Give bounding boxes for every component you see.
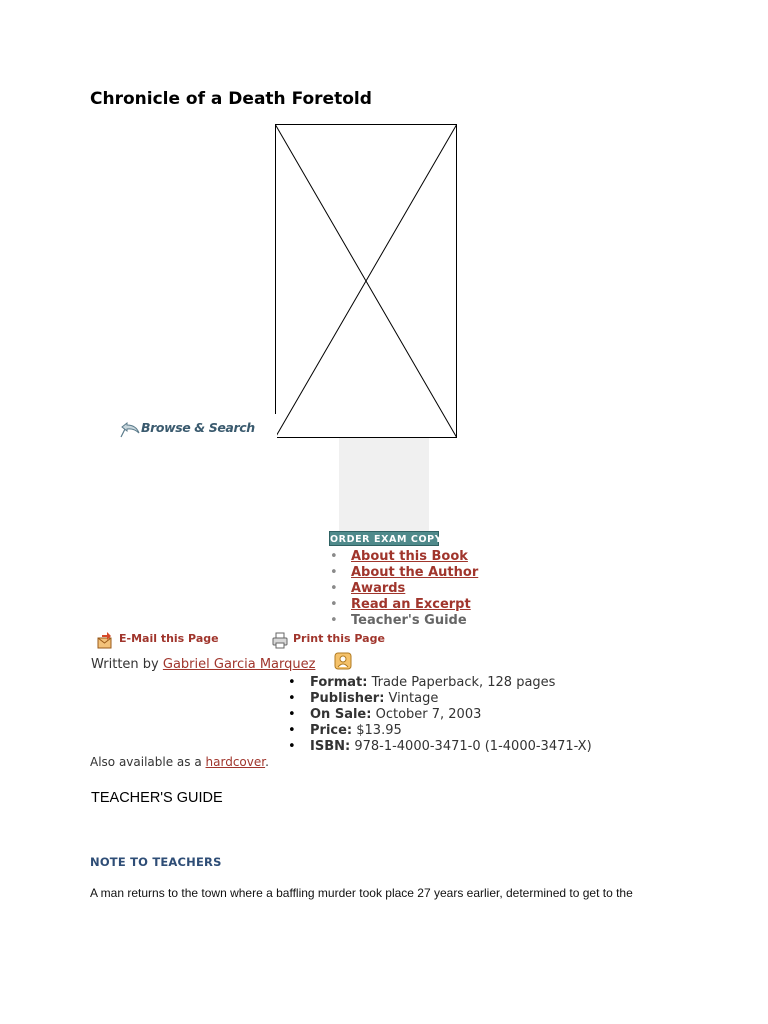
about-book-link[interactable]: About this Book <box>351 549 468 564</box>
also-available-prefix: Also available as a <box>90 755 206 769</box>
book-nav-item <box>330 613 478 629</box>
read-excerpt-link[interactable]: Read an Excerpt <box>351 597 471 612</box>
print-page-label: Print this Page <box>293 632 385 645</box>
note-to-teachers-text: A man returns to the town where a baffling murder took place 27 years earlier, determined to get to the <box>90 886 633 900</box>
book-details <box>288 675 592 755</box>
on-sale-value: October 7, 2003 <box>371 707 482 722</box>
note-to-teachers-heading: NOTE TO TEACHERS <box>90 855 222 869</box>
browse-search-label: Browse & Search <box>141 420 255 435</box>
email-page-link[interactable] <box>96 631 219 649</box>
about-author-link[interactable]: About the Author <box>351 565 479 580</box>
author-badge-icon[interactable] <box>334 652 354 672</box>
byline-prefix: Written by <box>91 657 163 672</box>
teachers-guide-heading: TEACHER'S GUIDE <box>91 790 223 806</box>
publisher-label: Publisher: <box>310 691 385 706</box>
printer-icon <box>271 631 289 649</box>
email-page-label: E-Mail this Page <box>119 632 219 645</box>
on-sale-label: On Sale: <box>310 707 372 722</box>
awards-link[interactable]: Awards <box>351 581 406 596</box>
hardcover-link[interactable]: hardcover <box>205 755 266 769</box>
price-value: $13.95 <box>352 723 402 738</box>
isbn-label: ISBN: <box>310 739 351 754</box>
cover-shadow <box>339 438 429 532</box>
format-label: Format: <box>310 675 368 690</box>
on-sale-row <box>288 707 592 723</box>
book-nav-item <box>330 549 478 565</box>
page-title: Chronicle of a Death Foretold <box>90 89 372 109</box>
book-cover-placeholder <box>275 124 457 438</box>
also-available <box>90 755 269 769</box>
byline <box>91 657 315 672</box>
price-label: Price: <box>310 723 353 738</box>
also-available-suffix: . <box>265 755 269 769</box>
email-icon <box>96 631 114 649</box>
curved-arrow-icon <box>119 421 141 439</box>
isbn-row <box>288 739 592 755</box>
browse-search-button[interactable] <box>119 418 255 440</box>
format-value: Trade Paperback, 128 pages <box>367 675 556 690</box>
publisher-row <box>288 691 592 707</box>
isbn-value: 978-1-4000-3471-0 (1-4000-3471-X) <box>350 739 592 754</box>
author-link[interactable]: Gabriel Garcia Marquez <box>162 657 316 672</box>
print-page-link[interactable] <box>271 631 383 649</box>
format-row <box>288 675 592 691</box>
teachers-guide-current: Teacher's Guide <box>351 613 467 628</box>
publisher-value: Vintage <box>384 691 439 706</box>
price-row <box>288 723 592 739</box>
book-nav-item <box>330 597 478 613</box>
order-exam-copy-button[interactable]: ORDER EXAM COPY <box>329 531 439 546</box>
book-nav-item <box>330 565 478 581</box>
book-nav <box>330 549 478 629</box>
book-nav-item <box>330 581 478 597</box>
